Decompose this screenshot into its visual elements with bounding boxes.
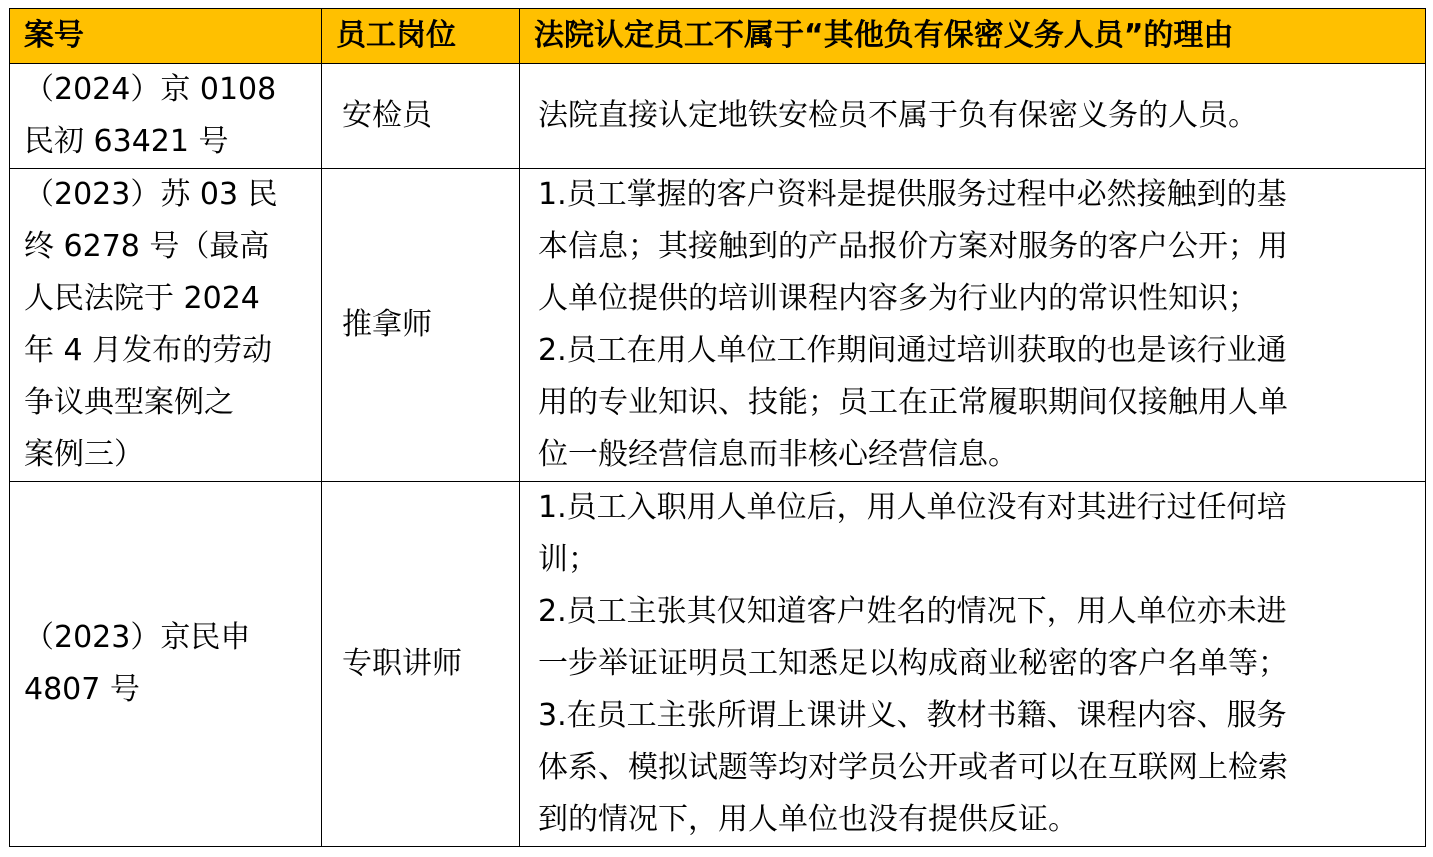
reason-line: 用的专业知识、技能；员工在正常履职期间仅接触用人单	[538, 385, 1288, 420]
case-number-line: （2024）京 0108	[24, 72, 277, 107]
reason-line: 训；	[538, 542, 598, 577]
header-employee-position: 员工岗位	[322, 9, 520, 64]
reason-line: 2.员工主张其仅知道客户姓名的情况下，用人单位亦未进	[538, 594, 1287, 629]
table-header-row	[10, 9, 1426, 64]
reason-line: 体系、模拟试题等均对学员公开或者可以在互联网上检索	[538, 750, 1288, 785]
case-table	[9, 8, 1426, 847]
case-number-cell	[10, 482, 322, 847]
case-number-line: 争议典型案例之	[24, 385, 234, 420]
reason-cell	[520, 64, 1426, 169]
case-number-line: 终 6278 号（最高	[24, 229, 270, 264]
case-number-line: （2023）京民申	[24, 620, 251, 655]
case-number-line: 人民法院于 2024	[24, 281, 260, 316]
reason-cell	[520, 169, 1426, 482]
case-number-cell	[10, 64, 322, 169]
reason-line: 3.在员工主张所谓上课讲义、教材书籍、课程内容、服务	[538, 698, 1287, 733]
position-cell: 专职讲师	[322, 482, 520, 847]
position-cell: 推拿师	[322, 169, 520, 482]
case-number-cell	[10, 169, 322, 482]
reason-line: 法院直接认定地铁安检员不属于负有保密义务的人员。	[538, 98, 1258, 133]
reason-line: 2.员工在用人单位工作期间通过培训获取的也是该行业通	[538, 333, 1287, 368]
case-number-line: 民初 63421 号	[24, 124, 229, 159]
reason-line: 1.员工入职用人单位后，用人单位没有对其进行过任何培	[538, 490, 1287, 525]
header-case-number: 案号	[10, 9, 322, 64]
reason-line: 人单位提供的培训课程内容多为行业内的常识性知识；	[538, 281, 1258, 316]
case-number-line: 年 4 月发布的劳动	[24, 333, 273, 368]
case-number-line: 4807 号	[24, 672, 140, 707]
header-court-reason: 法院认定员工不属于“其他负有保密义务人员”的理由	[520, 9, 1426, 64]
case-number-line: 案例三）	[24, 437, 144, 472]
reason-line: 本信息；其接触到的产品报价方案对服务的客户公开；用	[538, 229, 1288, 264]
table-row	[10, 482, 1426, 847]
reason-cell	[520, 482, 1426, 847]
table-row	[10, 64, 1426, 169]
reason-line: 1.员工掌握的客户资料是提供服务过程中必然接触到的基	[538, 177, 1287, 212]
case-number-line: （2023）苏 03 民	[24, 177, 278, 212]
reason-line: 位一般经营信息而非核心经营信息。	[538, 437, 1018, 472]
table-row	[10, 169, 1426, 482]
reason-line: 一步举证证明员工知悉足以构成商业秘密的客户名单等；	[538, 646, 1288, 681]
position-cell: 安检员	[322, 64, 520, 169]
reason-line: 到的情况下，用人单位也没有提供反证。	[538, 802, 1078, 837]
